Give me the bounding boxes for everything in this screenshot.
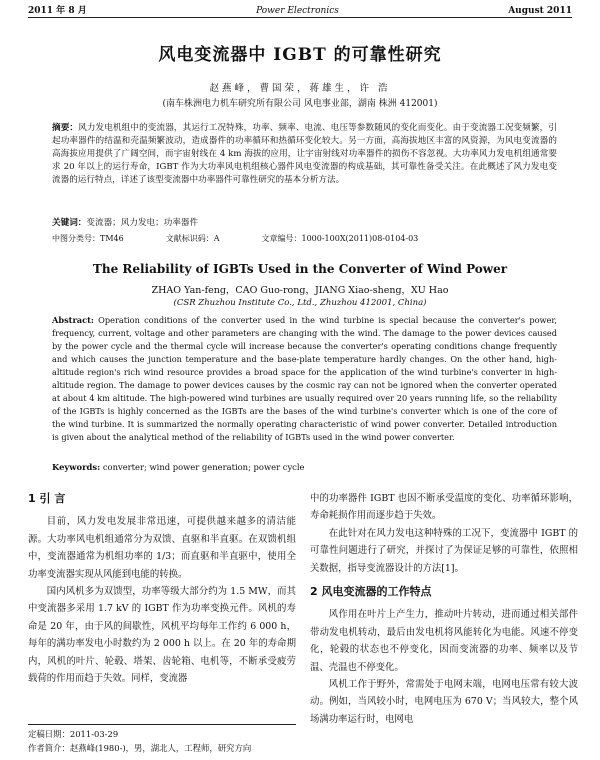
paragraph: 在此针对在风力发电这种特殊的工况下，变流器中 IGBT 的可靠性问题进行了研究，并探讨了为保证足够的可靠性，依照相关数据，指导变流器设计的方法[1]。 (310, 527, 578, 574)
paragraph: 风作用在叶片上产生力，推动叶片转动，进而通过相关部件带动发电机转动，最后由发电机将风能转化为电能。风速不停变化，轮毂的状态也不停变化，因而变流器的功率、频率以及节温、壳温也不停变化。 (310, 609, 578, 673)
paragraph: 风机工作于野外，常需处于电网末端，电网电压常有较大波动。例如，当风较小时，电网电压为 670 V；当风较大，整个风场满功率运行时，电网电 (310, 679, 578, 725)
header-date: 2011 年 8 月 (28, 6, 87, 16)
article-number: 文章编号：1000-100X(2011)08-0104-03 (261, 234, 419, 243)
keywords-cn-label: 关键词： (52, 218, 87, 228)
abstract-cn-text: 风力发电机组中的变流器，其运行工况特殊，功率、频率、电流、电压等参数随风的变化而变化。由于变流器工况变频繁，引起功率器件的结温和壳温频繁波动，造成器件的功率循环和热循环变化较大。另一方面，高海拔地区丰富的风资源，为风电变流器的高海拔应用提供了广阔空间，而宇宙射线在 4 km 海拔的应用，让宇宙射线对功率器件的损伤不容忽视。大功率风力发电机组通常要求 20 年以上的运行寿命，IGBT 作为大功率风电机组核心器件风电变流器的构成基础，其可靠性备受关注。在此概述了风力发电变流器的运行特点，详述了该型变流器中功率器件可靠性研究的基本分析方法。 (52, 123, 557, 185)
class-number: 中图分类号：TM46 (52, 234, 124, 243)
section-1-heading: 1 引 言 (28, 492, 66, 505)
running-header (28, 2, 572, 18)
header-date-en: August 2011 (508, 6, 572, 16)
paragraph: 中的功率器件 IGBT 也因不断承受温度的变化、功率循环影响，寿命耗损作用而逐步趋于失效。 (310, 493, 578, 522)
paragraph: 目前，风力发电发展非常迅速，可提供越来越多的清洁能源。大功率风电机组通常分为双馈、直驱和半直驱。在双馈机组中，变流器通常为机组功率的 1/3；而直驱和半直驱中，使用全功率变流器实现从风能到电能的转换。 (28, 516, 296, 580)
keywords-cn-text: 变流器；风力发电；功率器件 (86, 218, 199, 228)
paragraph: 国内风机多为双馈型，功率等级大部分约为 1.5 MW，而其中变流器多采用 1.7 kV 的 IGBT 作为功率变换元件。风机的寿命是 20 年，由于风的间歇性，风机平均每年工作约 6 000 h，每年的满功率发电小时数约为 2 000 h 以上。在 20 年的寿命期内，风机的叶片、轮毂、塔架、齿轮箱、电机等，不断承受疲劳载荷的作用而趋于失效。同样，变流器 (28, 586, 296, 685)
authors-cn: 赵燕峰，曹国荣，蒋雄生，许 浩 (209, 83, 391, 94)
abstract-en-text: Operation conditions of the converter used in the wind turbine is special because the converter's power, frequency, current, voltage and other parameters are changing with the wind. The damage to the power devices caused by the power cycle and the thermal cycle will increase because the converter's operating conditions change frequently and which causes the junction temperature and the base-plate temperature hardly changes. On the other hand, high-altitude region's rich wind resource provides a broad space for the application of the wind turbine's converter in high-altitude region. The damage to power devices causes by the cosmic ray can not be ignored when the converter operated at about 4 km altitude. The high-powered wind turbines are usually required over 20 years running life, so the reliability of the IGBTs is highly concerned as the IGBTs are the bases of the wind turbine's converter which is one of the core of the wind turbine. It is summarized the normally operating characteristic of wind power converter. Detailed introduction is given about the analytical method of the reliability of IGBTs used in the wind power converter. (52, 315, 557, 442)
keywords-en-text: converter; wind power generation; power cycle (102, 462, 305, 472)
footnote-author: 作者简介：赵燕峰(1980-)，男，湖北人，工程师，研究方向 (28, 743, 252, 753)
body-column-left (28, 490, 296, 687)
footnote-received: 定稿日期：2011-03-29 (28, 729, 119, 739)
authors-en: ZHAO Yan-feng，CAO Guo-rong，JIANG Xiao-sheng，XU Hao (151, 285, 449, 296)
paper-title-cn: 风电变流器中 IGBT 的可靠性研究 (158, 45, 442, 65)
abstract-en-label: Abstract: (52, 315, 94, 325)
keywords-en-label: Keywords: (52, 462, 101, 472)
keywords-en (52, 462, 557, 472)
classification-row (52, 233, 557, 244)
footnote (28, 724, 296, 755)
abstract-en (52, 314, 557, 444)
affiliation-cn: (南车株洲电力机车研究所有限公司 风电事业部，湖南 株洲 412001) (162, 99, 438, 109)
paper-title-en: The Reliability of IGBTs Used in the Converter of Wind Power (92, 262, 508, 276)
header-journal: Power Electronics (256, 6, 339, 16)
affiliation-en: (CSR Zhuzhou Institute Co., Ltd., Zhuzhou 412001, China) (173, 298, 427, 308)
document-code: 文献标识码：A (165, 234, 220, 243)
keywords-cn (52, 216, 557, 228)
section-2-heading: 2 风电变流器的工作特点 (310, 585, 432, 599)
abstract-cn (52, 122, 557, 187)
body-column-right (310, 490, 578, 728)
abstract-cn-label: 摘要： (52, 123, 79, 133)
